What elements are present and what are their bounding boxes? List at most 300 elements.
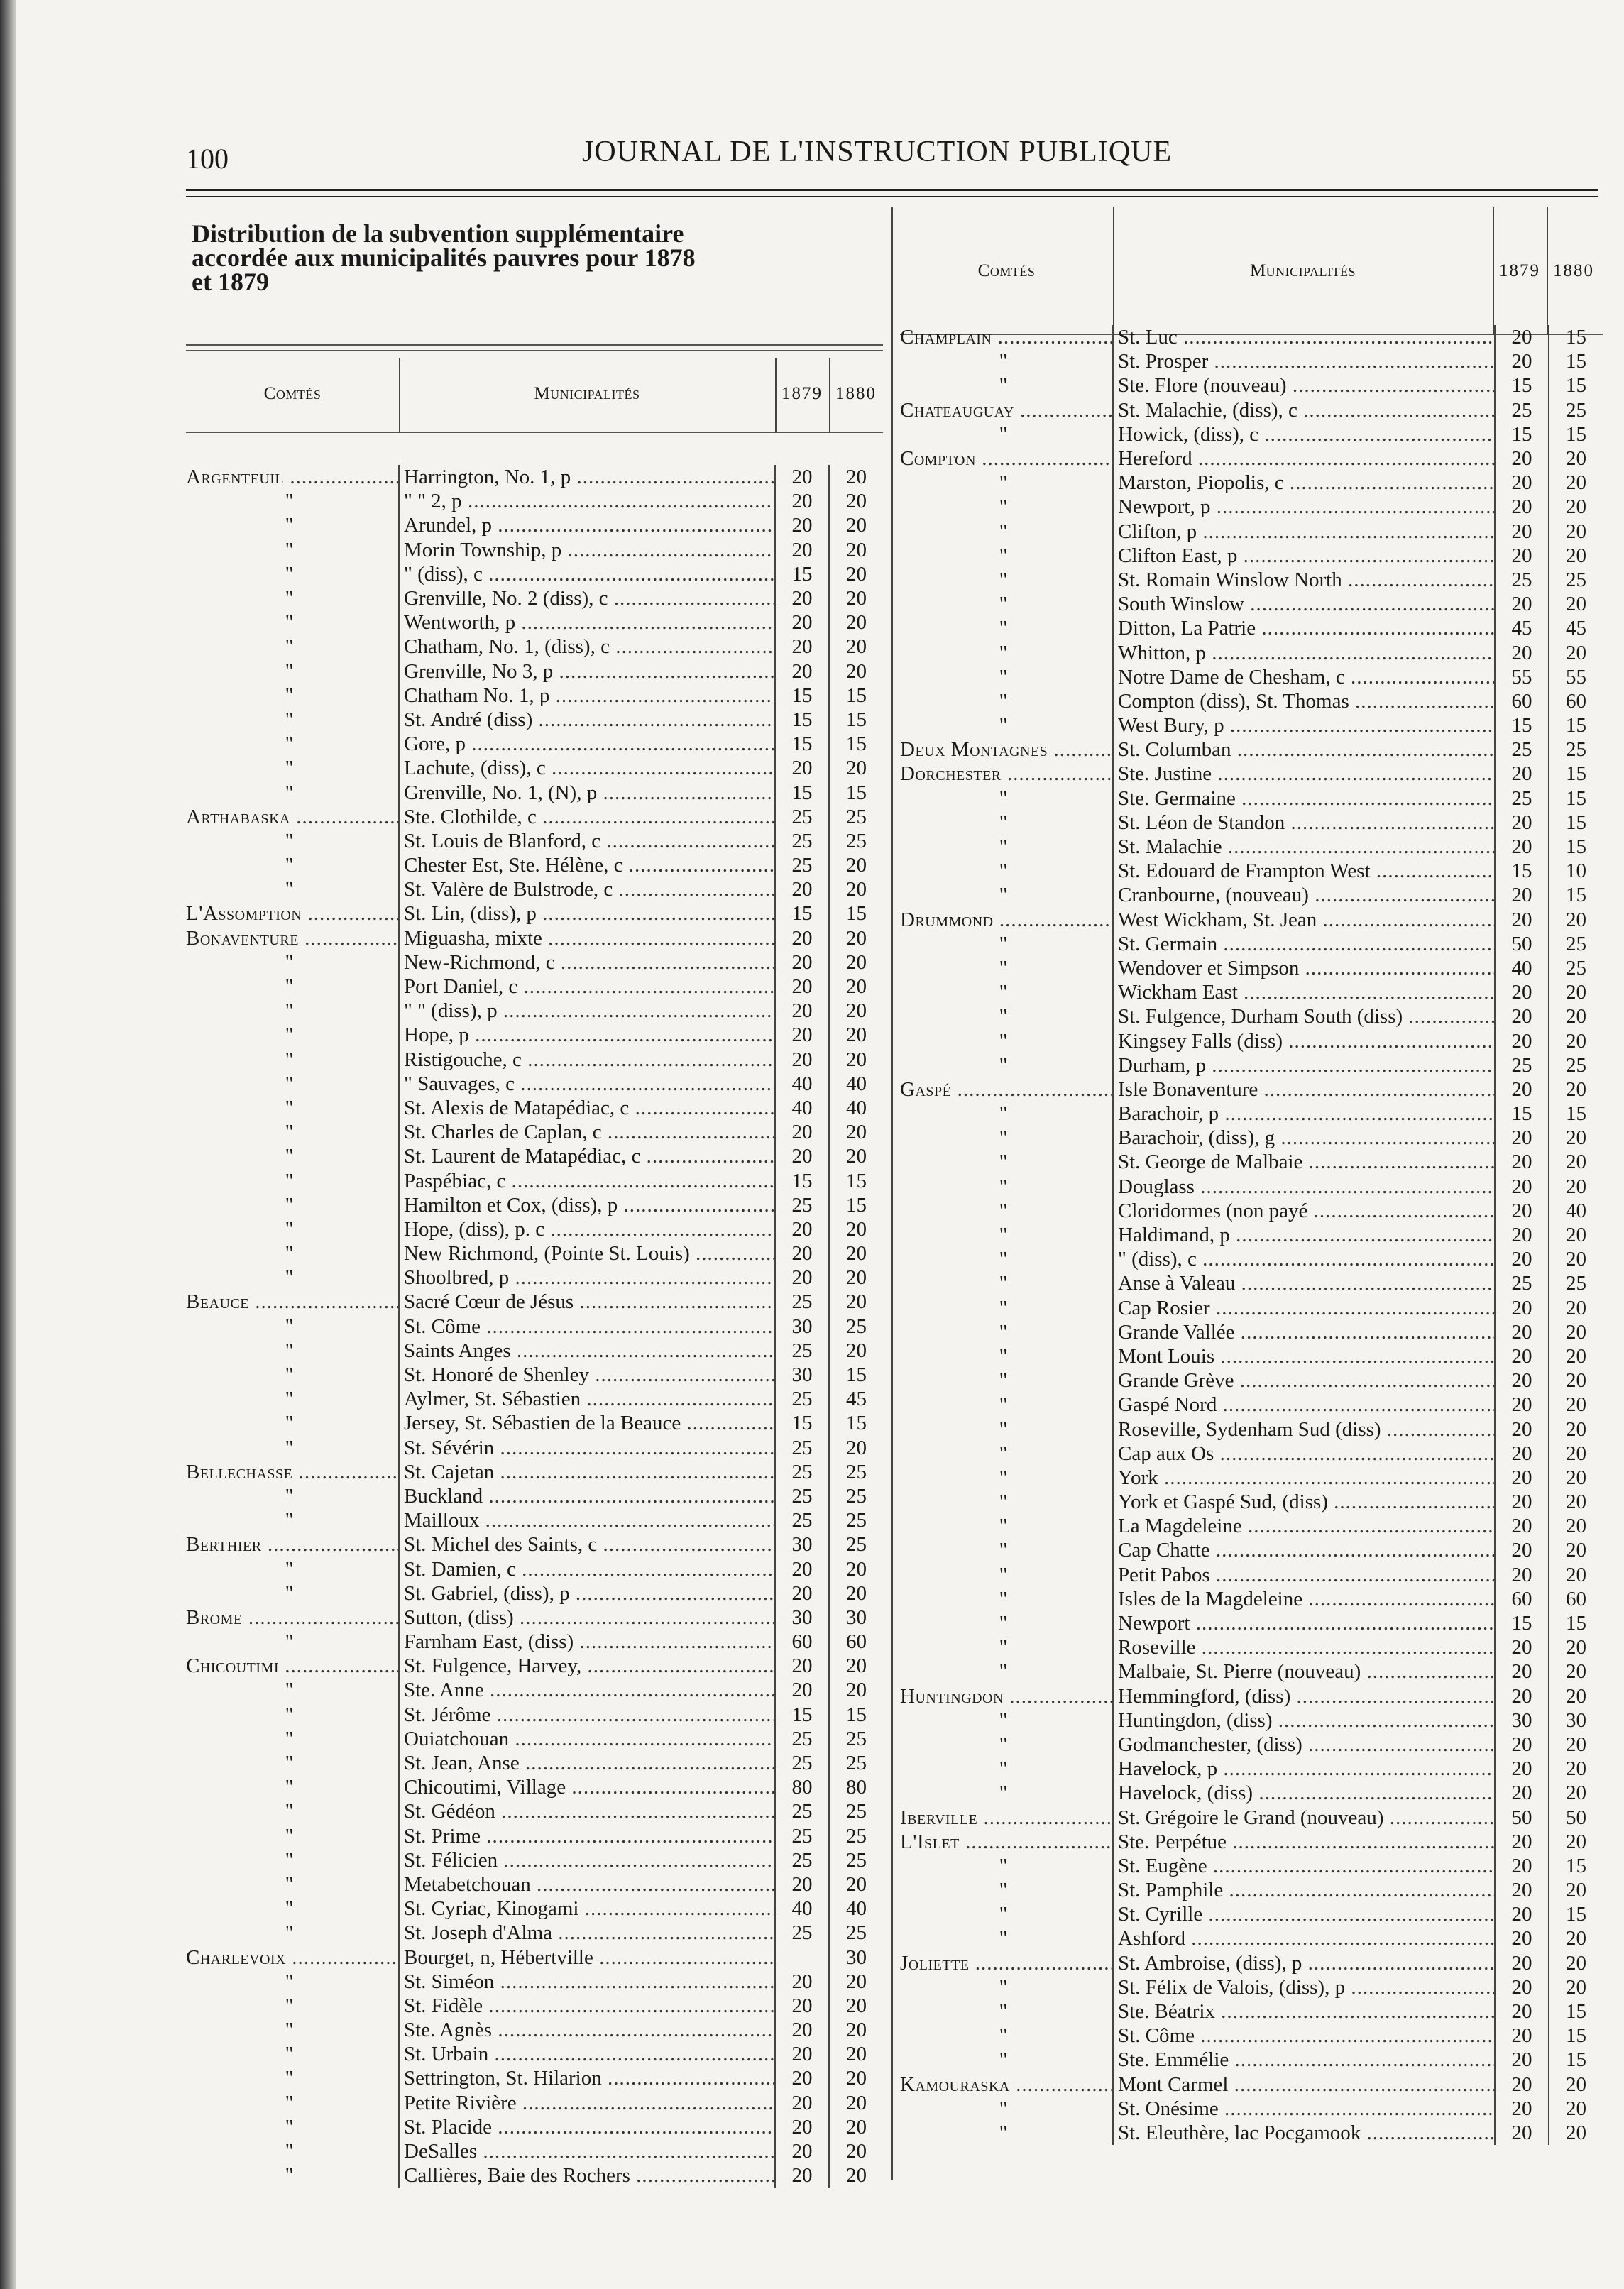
value-1879-cell: 20	[1495, 592, 1549, 616]
value-1880-cell: 20	[829, 2066, 883, 2090]
value-1880-cell: 20	[1549, 1926, 1603, 1950]
table-row	[186, 1872, 883, 1896]
value-1879-cell: 15	[775, 1411, 829, 1435]
county-cell: "	[285, 684, 294, 707]
municipality-cell: Paspébiac, c .....	[399, 1168, 775, 1192]
county-cell: "	[999, 981, 1008, 1004]
value-1879-cell: 20	[1495, 1466, 1549, 1490]
municipality-cell: St. Ambroise, (diss), p .....	[1113, 1951, 1495, 1975]
municipality-cell: Chatham, No. 1, (diss), c .....	[399, 635, 775, 659]
column-rule	[1113, 207, 1114, 335]
table-row	[186, 1460, 883, 1484]
county-cell: "	[285, 1242, 294, 1266]
value-1879-cell: 25	[775, 1387, 829, 1411]
county-cell: Beauce .....	[186, 1290, 399, 1314]
table-row	[900, 1077, 1603, 1102]
value-1880-cell: 15	[829, 1703, 883, 1727]
municipality-cell: Haldimand, p .....	[1113, 1223, 1495, 1247]
table-row	[186, 489, 883, 513]
county-cell: "	[999, 2097, 1008, 2120]
value-1880-cell: 15	[1549, 786, 1603, 811]
municipality-cell: St. Jean, Anse .....	[399, 1751, 775, 1775]
value-1879-cell: 20	[1495, 1781, 1549, 1805]
value-1880-cell: 20	[1549, 495, 1603, 519]
value-1880-cell: 50	[1549, 1805, 1603, 1829]
county-cell: "	[285, 1848, 294, 1872]
table-row	[186, 2042, 883, 2066]
municipality-cell: Ste. Emmélie .....	[1113, 2048, 1495, 2072]
value-1880-cell: 20	[829, 1339, 883, 1363]
county-cell: Huntingdon .....	[900, 1684, 1113, 1708]
county-cell: "	[999, 2048, 1008, 2072]
value-1879-cell: 20	[775, 975, 829, 999]
county-cell: "	[285, 1412, 294, 1435]
municipality-cell: St. George de Malbaie .....	[1113, 1150, 1495, 1174]
value-1879-cell: 20	[775, 2066, 829, 2090]
municipality-cell: Gore, p .....	[399, 732, 775, 756]
value-1879-cell: 15	[775, 901, 829, 926]
value-1880-cell: 45	[1549, 616, 1603, 640]
value-1880-cell: 40	[1549, 1199, 1603, 1223]
county-cell: "	[999, 1708, 1008, 1732]
county-cell: "	[285, 1630, 294, 1654]
county-cell: "	[999, 544, 1008, 567]
table-row	[900, 1368, 1603, 1393]
municipality-cell: St. Eleuthère, lac Pocgamook .....	[1113, 2121, 1495, 2145]
table-row	[900, 373, 1603, 397]
municipality-cell: Kingsey Falls (diss) .....	[1113, 1028, 1495, 1053]
value-1880-cell: 20	[829, 1241, 883, 1266]
table-row	[900, 1902, 1603, 1926]
municipality-cell: St. Prime .....	[399, 1824, 775, 1848]
table-row	[900, 1538, 1603, 1562]
value-1880-cell: 20	[829, 1023, 883, 1047]
municipality-cell: Petit Pabos .....	[1113, 1563, 1495, 1587]
county-cell: "	[999, 2024, 1008, 2048]
municipality-cell: St. Jérôme .....	[399, 1703, 775, 1727]
value-1879-cell: 25	[775, 1436, 829, 1460]
table-row	[900, 1684, 1603, 1708]
value-1879-cell: 20	[775, 2091, 829, 2115]
value-1879-cell: 20	[775, 1144, 829, 1168]
county-cell: "	[999, 1224, 1008, 1247]
value-1880-cell: 20	[829, 610, 883, 635]
county-cell: "	[999, 1587, 1008, 1610]
municipality-cell: Barachoir, (diss), g .....	[1113, 1126, 1495, 1150]
municipality-cell: St. Fulgence, Durham South (diss) .....	[1113, 1004, 1495, 1028]
value-1879-cell: 20	[1495, 1951, 1549, 1975]
county-cell: "	[285, 2043, 294, 2066]
value-1879-cell: 45	[1495, 616, 1549, 640]
value-1880-cell: 15	[829, 708, 883, 732]
municipality-cell: St. André (diss) .....	[399, 708, 775, 732]
value-1879-cell: 20	[1495, 1563, 1549, 1587]
value-1879-cell: 20	[1495, 1902, 1549, 1926]
county-cell: "	[285, 611, 294, 635]
value-1880-cell: 20	[829, 1120, 883, 1144]
value-1880-cell: 20	[1549, 1175, 1603, 1199]
table-row	[186, 1387, 883, 1411]
value-1879-cell: 55	[1495, 665, 1549, 689]
value-1880-cell: 45	[829, 1387, 883, 1411]
value-1880-cell: 20	[1549, 1442, 1603, 1466]
value-1880-cell: 25	[1549, 568, 1603, 592]
table-row	[900, 1126, 1603, 1150]
table-row	[900, 2048, 1603, 2072]
municipality-cell: Petite Rivière .....	[399, 2091, 775, 2115]
municipality-cell: Havelock, (diss) .....	[1113, 1781, 1495, 1805]
value-1879-cell: 20	[1495, 1878, 1549, 1902]
county-cell: "	[999, 1539, 1008, 1562]
value-1880-cell: 20	[829, 635, 883, 659]
value-1879-cell: 20	[775, 635, 829, 659]
county-cell: Joliette .....	[900, 1951, 1113, 1975]
municipality-cell: Bourget, n, Hébertville .....	[399, 1945, 775, 1969]
municipality-cell: St. Côme .....	[1113, 2024, 1495, 2048]
county-cell: "	[285, 659, 294, 683]
value-1880-cell: 15	[829, 684, 883, 708]
municipality-cell: New Richmond, (Pointe St. Louis) .....	[399, 1241, 775, 1266]
county-cell: "	[999, 1126, 1008, 1150]
municipality-cell: Ristigouche, c .....	[399, 1048, 775, 1072]
county-cell: L'Islet .....	[900, 1830, 1113, 1854]
table-row	[900, 811, 1603, 835]
county-cell: "	[999, 1029, 1008, 1053]
municipality-cell: Grenville, No. 2 (diss), c .....	[399, 586, 775, 610]
table-row	[186, 1703, 883, 1727]
value-1880-cell: 15	[1549, 713, 1603, 737]
header-municipalites: Municipalités	[534, 384, 640, 403]
value-1879-cell: 25	[775, 1290, 829, 1314]
value-1879-cell: 20	[1495, 1077, 1549, 1102]
value-1880-cell: 20	[829, 1872, 883, 1896]
value-1880-cell: 25	[1549, 1271, 1603, 1295]
municipality-cell: St. Damien, c .....	[399, 1557, 775, 1581]
table-row	[186, 708, 883, 732]
table-row	[186, 1411, 883, 1435]
value-1879-cell: 30	[1495, 1708, 1549, 1733]
table-row	[186, 780, 883, 804]
value-1879-cell: 25	[775, 1799, 829, 1823]
table-row	[186, 1678, 883, 1702]
value-1880-cell: 20	[829, 1436, 883, 1460]
header-1879: 1879	[781, 384, 823, 403]
value-1880-cell: 15	[1549, 1999, 1603, 2024]
table-row	[900, 1926, 1603, 1950]
county-cell: "	[285, 1145, 294, 1168]
value-1879-cell: 20	[775, 1581, 829, 1605]
value-1879-cell: 20	[775, 999, 829, 1023]
value-1880-cell: 20	[1549, 908, 1603, 932]
table-row	[186, 2091, 883, 2115]
value-1879-cell: 40	[775, 1096, 829, 1120]
value-1879-cell: 20	[1495, 325, 1549, 349]
value-1879-cell: 25	[1495, 786, 1549, 811]
value-1879-cell: 30	[775, 1363, 829, 1387]
county-cell: "	[999, 1903, 1008, 1926]
municipality-cell: St. Urbain .....	[399, 2042, 775, 2066]
municipality-cell: Chatham No. 1, p .....	[399, 684, 775, 708]
table-row	[900, 520, 1603, 544]
table-row	[900, 1611, 1603, 1635]
table-row	[900, 689, 1603, 713]
municipality-cell: Miguasha, mixte .....	[399, 926, 775, 950]
value-1879-cell: 20	[775, 465, 829, 489]
value-1879-cell: 15	[775, 708, 829, 732]
running-title: JOURNAL DE L'INSTRUCTION PUBLIQUE	[582, 136, 1173, 168]
table-row	[186, 635, 883, 659]
value-1880-cell: 20	[1549, 1830, 1603, 1854]
header-1880: 1880	[835, 384, 877, 403]
value-1880-cell: 20	[829, 2139, 883, 2163]
municipality-cell: St. Laurent de Matapédiac, c .....	[399, 1144, 775, 1168]
county-cell: "	[285, 2115, 294, 2139]
municipality-cell: St. Edouard de Frampton West .....	[1113, 859, 1495, 883]
county-cell: "	[285, 1096, 294, 1119]
value-1880-cell: 20	[829, 999, 883, 1023]
value-1880-cell: 40	[829, 1896, 883, 1921]
municipality-cell: St. Malachie, (diss), c .....	[1113, 398, 1495, 422]
table-row	[900, 616, 1603, 640]
county-cell: Bellechasse .....	[186, 1460, 399, 1484]
municipality-cell: Lachute, (diss), c .....	[399, 756, 775, 780]
value-1879-cell: 20	[1495, 1830, 1549, 1854]
value-1880-cell: 15	[1549, 1611, 1603, 1635]
value-1880-cell: 20	[829, 1266, 883, 1290]
value-1879-cell: 20	[775, 1241, 829, 1266]
value-1879-cell: 15	[775, 562, 829, 586]
table-row	[900, 1344, 1603, 1368]
value-1880-cell: 20	[829, 756, 883, 780]
municipality-cell: Marston, Piopolis, c .....	[1113, 471, 1495, 495]
value-1879-cell: 15	[775, 732, 829, 756]
table-row	[900, 956, 1603, 980]
county-cell: "	[999, 1344, 1008, 1368]
value-1879-cell: 20	[775, 1023, 829, 1047]
municipality-cell: Isles de la Magdeleine .....	[1113, 1587, 1495, 1611]
value-1880-cell: 20	[1549, 1684, 1603, 1708]
municipality-cell: Wendover et Simpson .....	[1113, 956, 1495, 980]
table-row	[186, 1144, 883, 1168]
value-1879-cell: 60	[1495, 689, 1549, 713]
value-1879-cell: 20	[1495, 495, 1549, 519]
value-1880-cell: 25	[1549, 956, 1603, 980]
table-row	[186, 538, 883, 562]
value-1880-cell: 25	[829, 1508, 883, 1532]
table-row	[900, 1490, 1603, 1514]
municipality-cell: Isle Bonaventure .....	[1113, 1077, 1495, 1102]
title-line-2: accordée aux municipalités pauvres pour 1878	[192, 243, 696, 272]
value-1880-cell: 20	[1549, 1320, 1603, 1344]
table-row	[186, 1241, 883, 1266]
county-cell: "	[999, 1466, 1008, 1489]
county-cell: "	[285, 2019, 294, 2042]
header-rule-thin	[186, 196, 1598, 197]
value-1880-cell: 20	[1549, 1514, 1603, 1538]
county-cell: "	[999, 2121, 1008, 2144]
table-title	[192, 221, 880, 294]
county-cell: "	[285, 1824, 294, 1848]
table-row	[900, 1320, 1603, 1344]
municipality-cell: Buckland .....	[399, 1484, 775, 1508]
value-1880-cell: 25	[829, 805, 883, 829]
county-cell: "	[999, 1442, 1008, 1465]
value-1880-cell: 20	[829, 1048, 883, 1072]
value-1879-cell: 20	[1495, 1150, 1549, 1174]
value-1880-cell: 20	[1549, 1490, 1603, 1514]
county-cell: Dorchester .....	[900, 762, 1113, 786]
value-1879-cell: 20	[1495, 1320, 1549, 1344]
value-1880-cell: 40	[829, 1072, 883, 1096]
county-cell: "	[285, 1121, 294, 1144]
table-row	[186, 2139, 883, 2163]
table-row	[186, 1048, 883, 1072]
header-1880: 1880	[1553, 261, 1594, 280]
value-1880-cell: 15	[1549, 422, 1603, 446]
value-1880-cell: 20	[829, 1994, 883, 2018]
value-1880-cell: 20	[829, 877, 883, 901]
value-1880-cell: 15	[829, 780, 883, 804]
value-1880-cell: 15	[1549, 1102, 1603, 1126]
value-1880-cell: 20	[829, 1290, 883, 1314]
table-row	[186, 999, 883, 1023]
county-cell: "	[285, 1363, 294, 1387]
value-1879-cell: 20	[1495, 471, 1549, 495]
county-cell: "	[999, 1393, 1008, 1417]
value-1879-cell: 20	[775, 950, 829, 975]
value-1880-cell: 15	[1549, 883, 1603, 907]
table-row	[186, 1824, 883, 1848]
value-1879-cell: 25	[775, 1460, 829, 1484]
county-cell: "	[285, 1314, 294, 1338]
table-row	[900, 1830, 1603, 1854]
value-1879-cell: 25	[775, 829, 829, 853]
table-row	[900, 446, 1603, 471]
county-cell: "	[999, 714, 1008, 737]
municipality-cell: St. Grégoire le Grand (nouveau) .....	[1113, 1805, 1495, 1829]
county-cell: "	[999, 1199, 1008, 1222]
county-cell: "	[285, 1193, 294, 1217]
value-1879-cell: 20	[1495, 1854, 1549, 1878]
county-cell: Compton .....	[900, 446, 1113, 471]
county-cell: "	[285, 1072, 294, 1095]
table-row	[186, 950, 883, 975]
municipality-cell: Grande Grève .....	[1113, 1368, 1495, 1393]
value-1879-cell: 20	[1495, 1175, 1549, 1199]
value-1879-cell: 20	[775, 1048, 829, 1072]
table-row	[186, 1290, 883, 1314]
municipality-cell: Callières, Baie des Rochers .....	[399, 2163, 775, 2188]
municipality-cell: St. Félicien .....	[399, 1848, 775, 1872]
municipality-cell: DeSalles .....	[399, 2139, 775, 2163]
municipality-cell: Ste. Anne .....	[399, 1678, 775, 1702]
value-1879-cell: 20	[775, 659, 829, 684]
table-row	[900, 1417, 1603, 1441]
value-1879-cell: 20	[1495, 1442, 1549, 1466]
municipality-cell: Wickham East .....	[1113, 980, 1495, 1004]
county-cell: "	[285, 2091, 294, 2114]
page-number: 100	[186, 143, 229, 175]
value-1879-cell: 80	[775, 1775, 829, 1799]
table-row	[900, 1466, 1603, 1490]
municipality-cell: Saints Anges .....	[399, 1339, 775, 1363]
value-1880-cell: 25	[1549, 932, 1603, 956]
value-1880-cell: 20	[1549, 1733, 1603, 1757]
municipality-cell: St. Onésime .....	[1113, 2097, 1495, 2121]
county-cell: "	[999, 471, 1008, 495]
value-1880-cell: 20	[1549, 1077, 1603, 1102]
municipality-cell: Ditton, La Patrie .....	[1113, 616, 1495, 640]
county-cell: "	[285, 732, 294, 756]
table-row	[186, 1096, 883, 1120]
value-1879-cell: 20	[775, 2139, 829, 2163]
value-1879-cell: 20	[1495, 1999, 1549, 2024]
municipality-cell: La Magdeleine .....	[1113, 1514, 1495, 1538]
value-1879-cell: 20	[775, 538, 829, 562]
county-cell: "	[999, 835, 1008, 859]
county-cell: "	[285, 1752, 294, 1775]
municipality-cell: St. Gédéon .....	[399, 1799, 775, 1823]
municipality-cell: Port Daniel, c .....	[399, 975, 775, 999]
value-1880-cell: 20	[1549, 1417, 1603, 1441]
value-1880-cell: 20	[829, 2042, 883, 2066]
value-1879-cell: 20	[1495, 1417, 1549, 1441]
value-1879-cell: 20	[775, 2163, 829, 2188]
county-cell: Iberville .....	[900, 1805, 1113, 1829]
table-row	[900, 422, 1603, 446]
page-edge-shadow	[0, 0, 16, 2289]
value-1880-cell: 20	[1549, 1878, 1603, 1902]
municipality-cell: St. Malachie .....	[1113, 835, 1495, 859]
county-cell: "	[999, 1102, 1008, 1126]
title-line-3: et 1879	[192, 268, 269, 296]
value-1880-cell: 20	[1549, 1004, 1603, 1028]
county-cell: "	[999, 1005, 1008, 1028]
county-cell: "	[285, 1169, 294, 1192]
table-row	[186, 1896, 883, 1921]
value-1880-cell: 20	[1549, 1563, 1603, 1587]
municipality-cell: Ste. Béatrix .....	[1113, 1999, 1495, 2024]
table-row	[900, 737, 1603, 762]
table-row	[900, 762, 1603, 786]
table-row	[900, 1004, 1603, 1028]
value-1879-cell: 25	[775, 853, 829, 877]
table-row	[186, 901, 883, 926]
value-1880-cell: 15	[1549, 2048, 1603, 2072]
municipality-cell: Chester Est, Ste. Hélène, c .....	[399, 853, 775, 877]
municipality-cell: St. Romain Winslow North .....	[1113, 568, 1495, 592]
county-cell: "	[999, 1272, 1008, 1295]
value-1879-cell: 20	[775, 513, 829, 537]
municipality-cell: West Wickham, St. Jean .....	[1113, 908, 1495, 932]
right-table	[900, 325, 1603, 2145]
value-1880-cell: 20	[1549, 1126, 1603, 1150]
table-row	[900, 592, 1603, 616]
value-1880-cell: 20	[1549, 1951, 1603, 1975]
county-cell: Kamouraska .....	[900, 2073, 1113, 2097]
county-cell: "	[999, 665, 1008, 688]
value-1880-cell: 15	[829, 1168, 883, 1192]
value-1879-cell: 15	[775, 1168, 829, 1192]
value-1880-cell: 15	[1549, 325, 1603, 349]
value-1880-cell: 60	[829, 1630, 883, 1654]
county-cell: "	[285, 538, 294, 561]
table-row	[900, 1659, 1603, 1684]
table-row	[900, 1781, 1603, 1805]
municipality-cell: Mont Louis .....	[1113, 1344, 1495, 1368]
county-cell: "	[285, 490, 294, 513]
municipality-cell: Morin Township, p .....	[399, 538, 775, 562]
